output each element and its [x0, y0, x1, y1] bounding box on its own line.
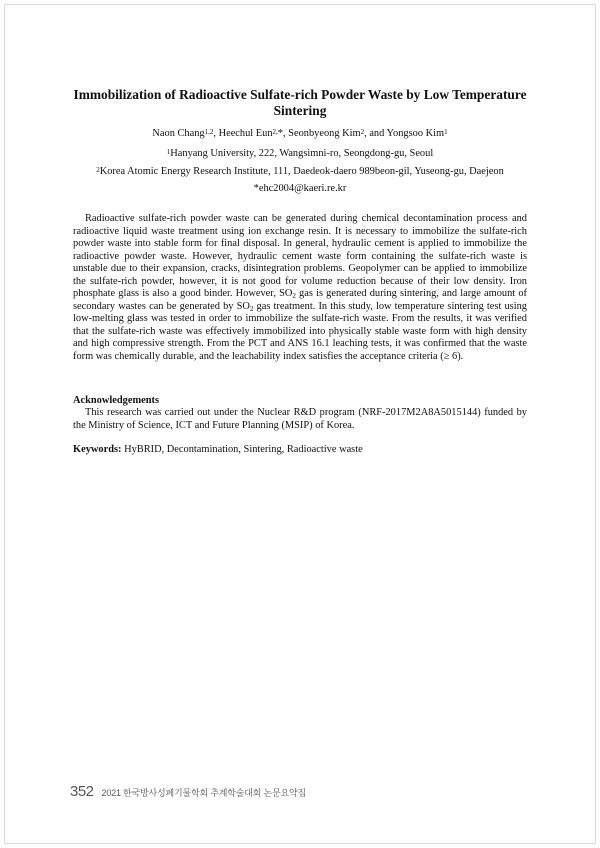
- author-name: Naon Chang: [152, 128, 205, 139]
- acknowledgements-text: This research was carried out under the Nuclear R&D program (NRF-2017M2A8A5015144) funded by the Ministry of Science, ICT and Future Planning (MSIP) of Korea.: [73, 407, 527, 431]
- proceedings-title: 2021 한국방사성폐기물학회 추계학술대회 논문요약집: [101, 788, 307, 798]
- affiliation-1: [40, 148, 560, 160]
- affiliation-mark: 1: [166, 148, 171, 156]
- author-affiliation-mark: 1: [444, 128, 448, 136]
- subscript: 2: [249, 304, 254, 313]
- author-separator: , and: [364, 128, 387, 139]
- affiliation-mark: 2: [96, 166, 100, 174]
- affiliation-text: Hanyang University, 222, Wangsimni-ro, Seongdong-gu, Seoul: [170, 148, 434, 159]
- author-separator: *,: [277, 128, 289, 139]
- author-separator: ,: [213, 128, 219, 139]
- author-list: [40, 128, 560, 140]
- author-affiliation-mark: 2: [360, 128, 365, 136]
- acknowledgements-heading: Acknowledgements: [73, 395, 160, 406]
- corresponding-email: *ehc2004@kaeri.re.kr: [253, 183, 347, 194]
- page-footer: [70, 783, 306, 800]
- abstract-text: gas is generated during sintering, and large amount of secondary wastes can be generated by SO: [73, 288, 527, 312]
- keywords-text: HyBRID, Decontamination, Sintering, Radioactive waste: [121, 444, 363, 455]
- affiliation-text: Korea Atomic Energy Research Institute, 111, Daedeok-daero 989beon-gil, Yuseong-gu, Daejeon: [99, 166, 504, 177]
- author-name: Heechul Eun: [218, 128, 273, 139]
- abstract-paragraph: [73, 213, 527, 363]
- author-affiliation-mark: 2,: [272, 128, 278, 136]
- affiliation-2: [40, 166, 560, 178]
- keywords-label: Keywords:: [73, 444, 122, 455]
- subscript: 2: [292, 292, 296, 300]
- author-affiliation-mark: 1,2: [204, 128, 214, 136]
- author-name: Yongsoo Kim: [386, 128, 445, 139]
- author-name: Seonbyeong Kim: [288, 128, 361, 139]
- abstract-text: gas treatment. In this study, low temperature sintering test using low-melting glass was tested in order to immobilize the sulfate-rich waste. From the results, it was verified that the sulfate-rich waste was effectively immobilized into physically stable waste form with high density and high compressive strength. From the PCT and ANS 16.1 leaching tests, it was confirmed that the waste form was chemically durable, and the leachability index satisfies the acceptance criteria (≥ 6).: [73, 300, 527, 362]
- page-number: 352: [70, 783, 94, 800]
- abstract-text: Radioactive sulfate-rich powder waste can be generated during chemical decontamination process and radioactive liquid waste treatment using ion exchange resin. It is necessary to immobilize the sulfate-rich powder waste into stable form for final disposal. In general, hydraulic cement is applied to immobilize the radioactive powder waste. However, hydraulic cement waste form containing the sulfate-rich waste is unstable due to their expansion, cracks, disintegration problems. Geopolymer can be applied to immobilize the sulfate-rich powder, however, it is not good for volume reduction because of their low density. Iron phosphate glass is also a good binder. However, SO: [73, 213, 527, 299]
- keywords: [73, 444, 363, 457]
- paper-title: Immobilization of Radioactive Sulfate-rich Powder Waste by Low Temperature Sintering: [73, 87, 527, 118]
